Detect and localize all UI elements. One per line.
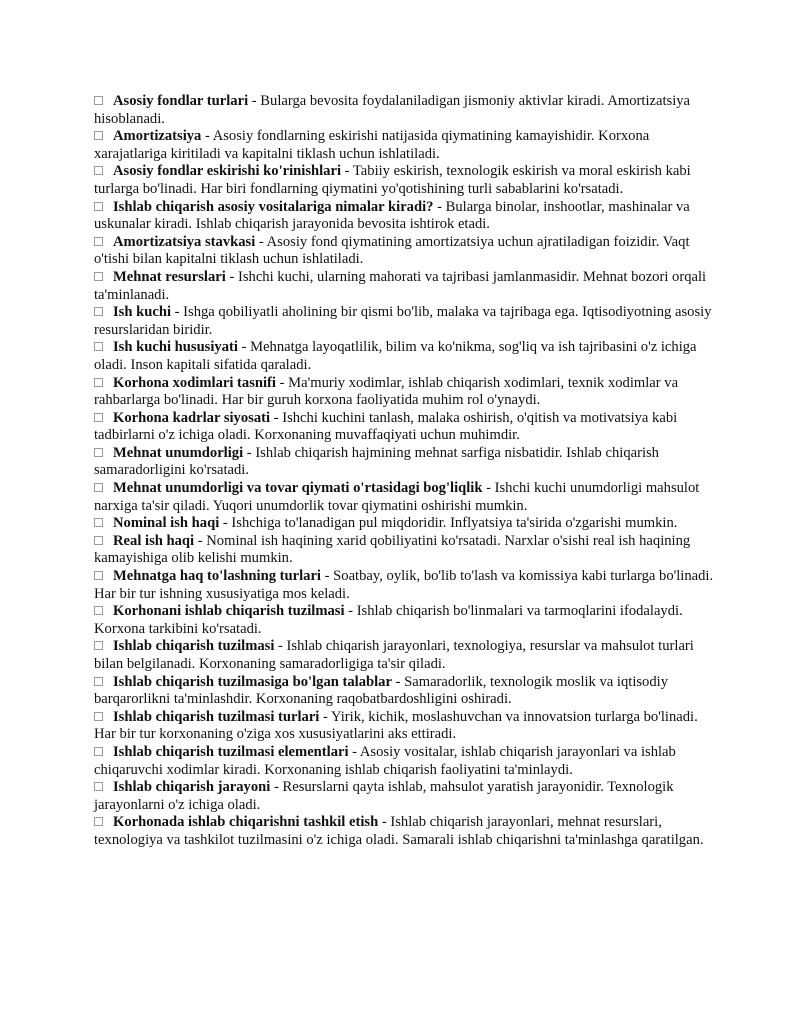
bullet-box-icon (94, 272, 103, 281)
entry-term: Korhona kadrlar siyosati (113, 409, 271, 426)
bullet-box-icon (94, 131, 103, 140)
glossary-entry (94, 568, 716, 603)
entry-description: - Bularga bevosita foydalaniladigan jismoniy aktivlar kiradi. Amortizatsiya hisoblanadi. (94, 93, 691, 127)
bullet-box-icon (94, 96, 103, 105)
entry-description: - Ishchi kuchi, ularning mahorati va tajribasi jamlanmasidir. Mehnat bozori orqali ta'minlanadi. (94, 268, 707, 303)
bullet-box-icon (94, 536, 103, 545)
entry-description: - Asosiy fondlarning eskirishi natijasida qiymatining kamayishidir. Korxona xarajatlariga kiritiladi va kapitalni tiklash uchun ishlatiladi. (94, 128, 650, 162)
glossary-entry (94, 339, 716, 374)
entry-term: Amortizatsiya (113, 128, 202, 145)
entry-description: - Ishlab chiqarish jarayonlari, texnologiya, resurslar va mahsulot turlari bilan belgilanadi. Korxonaning samaradorligiga ta'sir qiladi. (94, 638, 694, 672)
entry-term: Ishlab chiqarish tuzilmasi (113, 638, 275, 655)
entry-term: Korhona xodimlari tasnifi (113, 374, 276, 391)
glossary-entry (94, 304, 716, 339)
bullet-box-icon (94, 342, 103, 351)
bullet-box-icon (94, 571, 103, 580)
entry-description: - Nominal ish haqining xarid qobiliyatini ko'rsatadi. Narxlar o'sishi real ish haqining kamayishiga olib kelishi mumkin. (94, 532, 691, 567)
bullet-box-icon (94, 518, 103, 527)
entry-description: - Yirik, kichik, moslashuvchan va innovatsion turlarga bo'linadi. Har bir tur korxonaning o'ziga xos xususiyatlarini aks ettiradi. (94, 708, 698, 743)
glossary-entry (94, 603, 716, 638)
entry-description: - Ishchi kuchi unumdorligi mahsulot narxiga ta'sir qiladi. Yuqori unumdorlik tovar qiymatini oshirishi mumkin. (94, 480, 700, 514)
entry-term: Ishlab chiqarish asosiy vositalariga nimalar kiradi? (113, 198, 434, 215)
glossary-entry (94, 375, 716, 410)
entry-term: Asosiy fondlar turlari (113, 93, 249, 109)
glossary-entry (94, 533, 716, 568)
entry-term: Ishlab chiqarish tuzilmasi turlari (113, 708, 320, 725)
entry-term: Amortizatsiya stavkasi (113, 233, 256, 250)
entry-term: Nominal ish haqi (113, 515, 220, 532)
entry-term: Ishlab chiqarish tuzilmasi elementlari (113, 743, 349, 760)
entry-description: - Ishchi kuchini tanlash, malaka oshirish, o'qitish va motivatsiya kabi tadbirlarni o'z ichiga oladi. Korxonaning muvaffaqiyati uchun muhimdir. (94, 409, 678, 444)
bullet-box-icon (94, 817, 103, 826)
bullet-box-icon (94, 712, 103, 721)
glossary-entry (94, 410, 716, 445)
glossary-entry (94, 93, 716, 128)
bullet-box-icon (94, 413, 103, 422)
entry-description: - Ishlab chiqarish hajmining mehnat sarfiga nisbatidir. Ishlab chiqarish samaradorligini ko'rsatadi. (94, 444, 659, 479)
entry-term: Ish kuchi hususiyati (113, 339, 238, 356)
entry-term: Ish kuchi (113, 304, 172, 321)
entry-term: Mehnat unumdorligi (113, 444, 244, 461)
glossary-entry (94, 744, 716, 779)
glossary-entry (94, 674, 716, 709)
bullet-box-icon (94, 202, 103, 211)
glossary-entry (94, 480, 716, 515)
bullet-box-icon (94, 483, 103, 492)
entry-description: - Ishlab chiqarish bo'linmalari va tarmoqlarini ifodalaydi. Korxona tarkibini ko'rsatadi. (94, 603, 683, 637)
entry-term: Mehnat resurslari (113, 268, 226, 285)
glossary-entry (94, 779, 716, 814)
entry-description: - Soatbay, oylik, bo'lib to'lash va komissiya kabi turlarga bo'linadi. Har bir tur ishning xususiyatiga mos keladi. (94, 568, 714, 602)
glossary-entry (94, 445, 716, 480)
bullet-box-icon (94, 448, 103, 457)
entry-description: - Bularga binolar, inshootlar, mashinalar va uskunalar kiradi. Ishlab chiqarish jarayonida bevosita ishtirok etadi. (94, 198, 690, 233)
glossary-entry (94, 638, 716, 673)
glossary-entry (94, 515, 716, 533)
entry-description: - Resurslarni qayta ishlab, mahsulot yaratish jarayonidir. Texnologik jarayonlarni o'z ichiga oladi. (94, 779, 674, 813)
entry-description: - Asosiy fond qiymatining amortizatsiya uchun ajratiladigan foizidir. Vaqt o'tishi bilan kapitalni tiklash uchun ishlatiladi. (94, 233, 690, 268)
bullet-box-icon (94, 606, 103, 615)
entry-term: Ishlab chiqarish tuzilmasiga bo'lgan talablar (113, 673, 392, 690)
entry-description: - Ma'muriy xodimlar, ishlab chiqarish xodimlari, texnik xodimlar va rahbarlarga bo'linadi. Har bir guruh korxona faoliyatida muhim rol o'ynaydi. (94, 374, 679, 409)
entry-term: Mehnat unumdorligi va tovar qiymati o'rtasidagi bog'liqlik (113, 480, 483, 497)
bullet-box-icon (94, 677, 103, 686)
bullet-box-icon (94, 378, 103, 387)
glossary-entry (94, 709, 716, 744)
document-body (94, 93, 716, 850)
bullet-box-icon (94, 166, 103, 175)
glossary-entry (94, 234, 716, 269)
bullet-box-icon (94, 747, 103, 756)
entry-term: Korhonada ishlab chiqarishni tashkil etish (113, 814, 379, 831)
glossary-entry (94, 163, 716, 198)
entry-description: - Ishga qobiliyatli aholining bir qismi bo'lib, malaka va tajribaga ega. Iqtisodiyotning asosiy resurslaridan biridir. (94, 304, 712, 338)
bullet-box-icon (94, 237, 103, 246)
entry-term: Mehnatga haq to'lashning turlari (113, 568, 321, 585)
bullet-box-icon (94, 307, 103, 316)
entry-term: Asosiy fondlar eskirishi ko'rinishlari (113, 163, 342, 180)
glossary-entry (94, 199, 716, 234)
glossary-entry (94, 128, 716, 163)
entry-description: - Ishlab chiqarish jarayonlari, mehnat resurslari, texnologiya va tashkilot tuzilmasini o'z ichiga oladi. Samarali ishlab chiqarishni ta'minlashga qaratilgan. (94, 814, 704, 848)
entry-description: - Ishchiga to'lanadigan pul miqdoridir. Inflyatsiya ta'sirida o'zgarishi mumkin. (219, 515, 678, 532)
entry-term: Real ish haqi (113, 532, 195, 549)
glossary-entry (94, 814, 716, 849)
entry-description: - Mehnatga layoqatlilik, bilim va ko'nikma, sog'liq va ish tajribasini o'z ichiga oladi. Inson kapitali sifatida qaraladi. (94, 339, 697, 373)
entry-description: - Asosiy vositalar, ishlab chiqarish jarayonlari va ishlab chiqaruvchi xodimlar kiradi. Korxonaning ishlab chiqarish faoliyatini ta'minlaydi. (94, 743, 676, 778)
entry-term: Ishlab chiqarish jarayoni (113, 779, 271, 796)
entry-term: Korhonani ishlab chiqarish tuzilmasi (113, 603, 345, 620)
entry-description: - Tabiiy eskirish, texnologik eskirish va moral eskirish kabi turlarga bo'linadi. Har biri fondlarning qiymatini yo'qotishining turli sabablarini ko'rsatadi. (94, 163, 691, 197)
bullet-box-icon (94, 782, 103, 791)
glossary-entry (94, 269, 716, 304)
bullet-box-icon (94, 641, 103, 650)
entry-description: - Samaradorlik, texnologik moslik va iqtisodiy barqarorlikni ta'minlashdir. Korxonaning raqobatbardoshligini oshiradi. (94, 673, 669, 708)
